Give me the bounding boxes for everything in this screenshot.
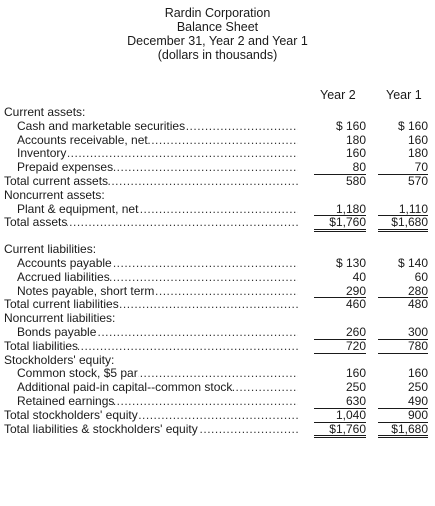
column-headers [4,88,432,106]
line-item-row [4,216,432,230]
line-item-label [17,285,298,299]
line-item-label [17,367,298,381]
section-heading [4,189,432,203]
amount-text: 160 [407,366,428,381]
company-name: Rardin Corporation [164,6,271,20]
amount-text: 160 [407,132,428,147]
line-item-row [4,120,432,134]
line-item-label [17,203,298,217]
line-item-row [4,423,432,437]
value-year2 [314,298,366,312]
line-item-label [4,423,298,437]
statement-title: Balance Sheet [176,20,259,34]
value-year1 [378,409,428,423]
amount-text: $1,680 [391,215,428,230]
line-item-row [4,257,432,271]
line-item-row [4,381,432,395]
value-year1 [378,257,428,271]
value-year2 [314,326,366,340]
line-item-label [4,175,298,189]
amount-text: 80 [352,160,366,175]
section-heading [4,354,432,368]
value-year1 [378,175,428,189]
section-heading [4,243,432,257]
line-item-label-text: Total stockholders' equity [4,408,138,422]
section-heading [4,312,432,326]
amount-text: 260 [345,324,366,339]
line-item-label-text: Accounts payable [17,256,112,270]
line-item-label-text: Total assets [4,216,68,230]
line-item-label [4,298,298,312]
line-item-label-text: Inventory [17,147,67,161]
line-item-label [4,189,298,203]
line-item-label-text: Noncurrent liabilities: [4,312,116,326]
amount-text: 1,180 [335,201,366,216]
line-item-label-text: Noncurrent assets: [4,188,105,202]
value-year2 [314,395,366,409]
line-item-label [4,354,298,368]
line-items [4,106,432,436]
line-item-label [17,134,298,148]
line-item-label [4,243,298,257]
value-year1 [378,381,428,395]
value-year2 [314,203,366,217]
amount-text: 490 [407,393,428,408]
value-year1 [378,395,428,409]
line-item-label [4,216,298,230]
line-item-label-text: Bonds payable [17,325,97,339]
amount-text: 250 [407,380,428,395]
amount-text: 70 [414,160,428,175]
line-item-label-text: Plant & equipment, net [17,202,139,216]
amount-text: 180 [407,146,428,161]
line-item-label [4,340,298,354]
line-item-row [4,203,432,217]
value-year1 [378,340,428,354]
line-item-label-text: Accounts receivable, net [17,133,148,147]
value-year2 [314,381,366,395]
value-year1 [378,423,428,439]
amount-text: $ 140 [397,255,428,270]
line-item-row [4,340,432,354]
value-year2 [314,147,366,161]
amount-text: 180 [345,132,366,147]
line-item-label-text: Common stock, $5 par [17,367,138,381]
value-year2 [314,285,366,299]
line-item-label [4,106,298,120]
amount-text: 570 [407,173,428,188]
amount-text: 780 [407,338,428,353]
value-year2 [314,175,366,189]
line-item-label [17,381,298,395]
line-item-row [4,147,432,161]
line-item-row [4,298,432,312]
value-year1 [378,120,428,134]
amount-text: 580 [345,173,366,188]
statement-date: December 31, Year 2 and Year 1 [127,34,308,48]
amount-text: $ 160 [397,118,428,133]
amount-text: 1,040 [335,407,366,422]
balance-sheet-table [4,88,432,436]
amount-text: 160 [345,146,366,161]
line-item-label-text: Current assets: [4,106,86,119]
line-item-label [17,120,298,134]
line-item-row [4,367,432,381]
value-year1 [378,326,428,340]
value-year2 [314,216,366,232]
line-item-row [4,161,432,175]
line-item-label [17,147,298,161]
value-year1 [378,271,428,285]
line-item-row [4,271,432,285]
column-header-year1: Year 1 [386,88,422,102]
amount-text: 60 [414,269,428,284]
line-item-label-text: Prepaid expenses [17,161,114,175]
line-item-label-text: Total current liabilities [4,298,119,312]
line-item-label-text: Retained earnings [17,394,115,408]
amount-text: $ 130 [335,255,366,270]
line-item-label-text: Current liabilities: [4,243,97,257]
amount-text: 250 [345,380,366,395]
amount-text: 160 [345,366,366,381]
value-year1 [378,216,428,232]
amount-text: 630 [345,393,366,408]
value-year1 [378,161,428,175]
amount-text: 280 [407,283,428,298]
value-year2 [314,409,366,423]
value-year2 [314,120,366,134]
line-item-label-text: Notes payable, short term [17,284,155,298]
amount-text: 720 [345,338,366,353]
value-year2 [314,367,366,381]
value-year2 [314,257,366,271]
amount-text: 1,110 [398,201,428,216]
value-year1 [378,285,428,299]
line-item-label-text: Cash and marketable securities [17,119,186,133]
line-item-label-text: Stockholders' equity: [4,353,115,367]
line-item-label [17,257,298,271]
value-year1 [378,134,428,148]
statement-units: (dollars in thousands) [157,48,278,62]
amount-text: 40 [352,269,366,284]
amount-text: 900 [407,407,428,422]
value-year2 [314,134,366,148]
line-item-row [4,175,432,189]
line-item-label [4,409,298,423]
amount-text: 290 [345,283,366,298]
line-item-label [17,326,298,340]
value-year2 [314,271,366,285]
line-item-label [4,312,298,326]
amount-text: $1,680 [391,421,428,436]
value-year2 [314,340,366,354]
column-header-year2: Year 2 [320,88,356,102]
amount-text: 460 [345,297,366,312]
line-item-label [17,395,298,409]
line-item-label [17,161,298,175]
amount-text: $1,760 [329,215,366,230]
line-item-label-text: Total liabilities & stockholders' equity [4,422,198,436]
section-heading [4,106,432,120]
line-item-row [4,134,432,148]
line-item-label-text: Total current assets [4,174,109,188]
line-item-row [4,395,432,409]
value-year1 [378,298,428,312]
line-item-label-text: Total liabilities [4,339,79,353]
line-item-label-text: Accrued liabilities [17,270,110,284]
line-item-row [4,409,432,423]
value-year2 [314,161,366,175]
statement-header [0,0,435,62]
amount-text: 480 [407,297,428,312]
value-year1 [378,367,428,381]
line-item-label-text: Additional paid-in capital--common stock [17,381,233,395]
amount-text: $ 160 [335,118,366,133]
line-item-row [4,285,432,299]
value-year1 [378,147,428,161]
line-item-row [4,326,432,340]
line-item-label [17,271,298,285]
value-year1 [378,203,428,217]
value-year2 [314,423,366,439]
amount-text: 300 [407,324,428,339]
amount-text: $1,760 [329,421,366,436]
